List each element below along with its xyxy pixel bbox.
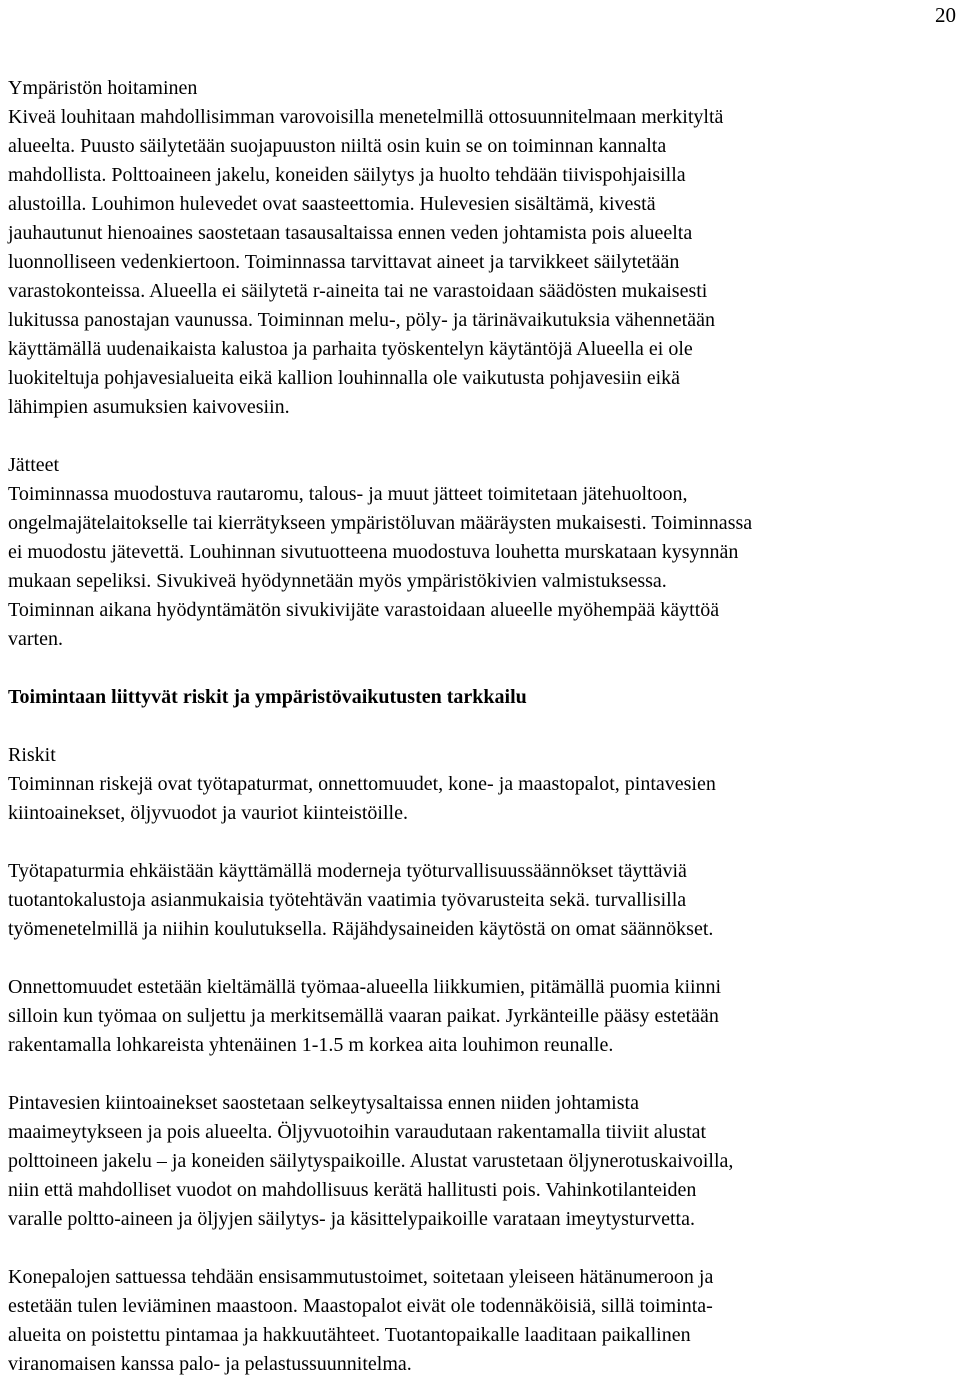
text-line: silloin kun työmaa on suljettu ja merkitsemällä vaaran paikat. Jyrkänteille pääsy estetään [8, 1005, 719, 1027]
text-line: varalle poltto-aineen ja öljyjen säilytys- ja käsittelypaikoille varataan imeytysturvetta. [8, 1208, 695, 1230]
section-title-risks: Riskit [8, 744, 56, 766]
document-body [8, 74, 958, 1379]
text-line: luonnolliseen vedenkiertoon. Toiminnassa tarvittavat aineet ja tarvikkeet säilytetään [8, 251, 680, 273]
text-line: Onnettomuudet estetään kieltämällä työmaa-alueella liikkumien, pitämällä puomia kiinni [8, 976, 722, 998]
text-line: luokiteltuja pohjavesialueita eikä kallion louhinnalla ole vaikutusta pohjavesiin eikä [8, 367, 681, 389]
text-line: Pintavesien kiintoainekset saostetaan selkeytysaltaissa ennen niiden johtamista [8, 1092, 639, 1114]
section-title-waste: Jätteet [8, 454, 60, 476]
text-line: jauhautunut hienoaines saostetaan tasausaltaissa ennen veden johtamista pois alueelta [8, 222, 693, 244]
text-line: Kiveä louhitaan mahdollisimman varovoisilla menetelmillä ottosuunnitelmaan merkityltä [8, 106, 724, 128]
page-number: 20 [935, 3, 956, 27]
text-line: käyttämällä uudenaikaista kalustoa ja parhaita työskentelyn käytäntöjä Alueella ei ole [8, 338, 693, 360]
text-line: Toiminnassa muodostuva rautaromu, talous- ja muut jätteet toimitetaan jätehuoltoon, [8, 483, 688, 505]
text-line: kiintoainekset, öljyvuodot ja vauriot kiinteistöille. [8, 802, 408, 824]
text-line: alustoilla. Louhimon hulevedet ovat saasteettomia. Hulevesien sisältämä, kivestä [8, 193, 656, 215]
text-line: varastokonteissa. Alueella ei säilytetä r-aineita tai ne varastoidaan säädösten mukaisesti [8, 280, 708, 302]
text-line: mukaan sepeliksi. Sivukiveä hyödynnetään myös ympäristökivien valmistuksessa. [8, 570, 667, 592]
text-line: Toiminnan riskejä ovat työtapaturmat, onnettomuudet, kone- ja maastopalot, pintavesien [8, 773, 716, 795]
section-waste [8, 451, 958, 654]
paragraph-incidents [8, 973, 958, 1060]
section-title-environment: Ympäristön hoitaminen [8, 77, 198, 99]
paragraph-accidents [8, 857, 958, 944]
text-line: alueelta. Puusto säilytetään suojapuuston niiltä osin kuin se on toiminnan kannalta [8, 135, 667, 157]
text-line: varten. [8, 628, 63, 650]
text-line: niin että mahdolliset vuodot on mahdollisuus kerätä hallitusti pois. Vahinkotilanteiden [8, 1179, 697, 1201]
paragraph-fires [8, 1263, 958, 1379]
text-line: alueita on poistettu pintamaa ja hakkuutähteet. Tuotantopaikalle laaditaan paikallinen [8, 1324, 691, 1346]
text-line: ei muodostu jätevettä. Louhinnan sivutuotteena muodostuva louhetta murskataan kysynnän [8, 541, 739, 563]
text-line: Työtapaturmia ehkäistään käyttämällä moderneja työturvallisuussäännökset täyttäviä [8, 860, 687, 882]
text-line: työmenetelmillä ja niihin koulutuksella. Räjähdysaineiden käytöstä on omat säännökset. [8, 918, 714, 940]
text-line: estetään tulen leviäminen maastoon. Maastopalot eivät ole todennäköisiä, sillä toiminta- [8, 1295, 713, 1317]
section-risks [8, 741, 958, 828]
text-line: viranomaisen kanssa palo- ja pelastussuunnitelma. [8, 1353, 412, 1375]
text-line: tuotantokalustoja asianmukaisia työtehtävän vaatimia työvarusteita sekä. turvallisilla [8, 889, 687, 911]
text-line: mahdollista. Polttoaineen jakelu, koneiden säilytys ja huolto tehdään tiivispohjaisilla [8, 164, 686, 186]
paragraph-surface-water [8, 1089, 958, 1234]
text-line: Konepalojen sattuessa tehdään ensisammutustoimet, soitetaan yleiseen hätänumeroon ja [8, 1266, 714, 1288]
text-line: lukitussa panostajan vaunussa. Toiminnan melu-, pöly- ja tärinävaikutuksia vähennetään [8, 309, 715, 331]
text-line: Toiminnan aikana hyödyntämätön sivukivijäte varastoidaan alueelle myöhempää käyttöä [8, 599, 720, 621]
text-line: lähimpien asumuksien kaivovesiin. [8, 396, 290, 418]
text-line: ongelmajätelaitokselle tai kierrätykseen ympäristöluvan määräysten mukaisesti. Toiminnassa [8, 512, 753, 534]
text-line: maaimeytykseen ja pois alueelta. Öljyvuotoihin varaudutaan rakentamalla tiiviit alustat [8, 1121, 707, 1143]
heading-risks-monitoring: Toimintaan liittyvät riskit ja ympäristövaikutusten tarkkailu [8, 686, 527, 708]
text-line: polttoineen jakelu – ja koneiden säilytyspaikoille. Alustat varustetaan öljynerotuskaivoilla, [8, 1150, 734, 1172]
text-line: rakentamalla lohkareista yhtenäinen 1-1.5 m korkea aita louhimon reunalle. [8, 1034, 614, 1056]
section-environment [8, 74, 958, 422]
